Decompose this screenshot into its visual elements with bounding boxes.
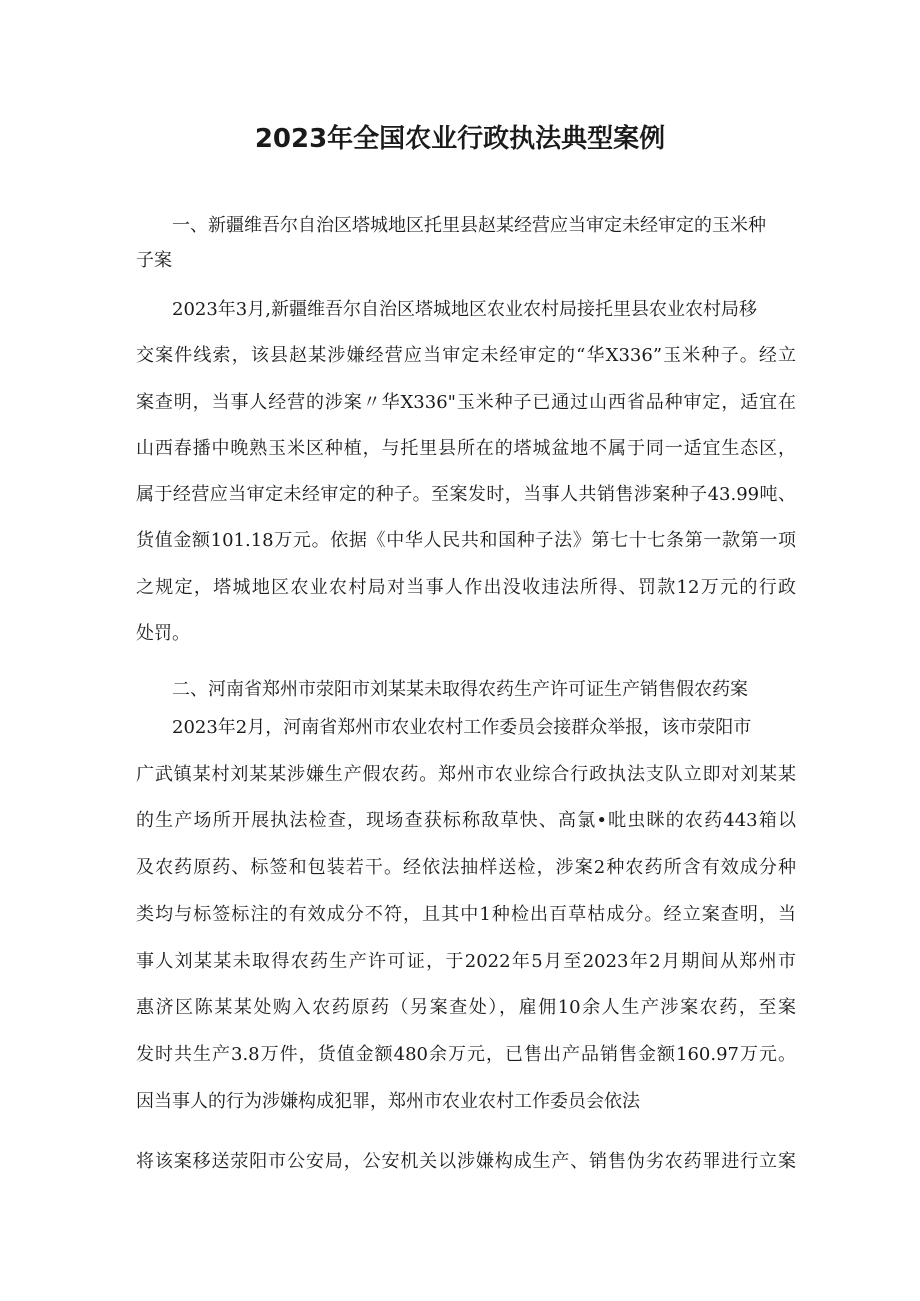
case1-heading-line1: 一、新疆维吾尔自治区塔城地区托里县赵某经营应当审定未经审定的玉米种 <box>172 215 766 236</box>
case2-body-line: 因当事人的行为涉嫌构成犯罪，郑州市农业农村工作委员会依法 <box>136 1091 640 1112</box>
case1-body-line: 交案件线索，该县赵某涉嫌经营应当审定未经审定的“华X336”玉米种子。经立 <box>136 345 796 366</box>
case2-body-line: 事人刘某某未取得农药生产许可证，于2022年5月至2023年2月期间从郑州市 <box>136 951 796 972</box>
case2-body-line: 类均与标签标注的有效成分不符，且其中1种检出百草枯成分。经立案查明，当 <box>136 904 796 925</box>
case1-body-line: 属于经营应当审定未经审定的种子。至案发时，当事人共销售涉案种子43.99吨、 <box>136 484 796 505</box>
case1-body-line: 山西春播中晚熟玉米区种植，与托里县所在的塔城盆地不属于同一适宜生态区， <box>136 438 796 459</box>
case1-body-line: 货值金额101.18万元。依据《中华人民共和国种子法》第七十七条第一款第一项 <box>136 530 796 551</box>
case2-body-line: 广武镇某村刘某某涉嫌生产假农药。郑州市农业综合行政执法支队立即对刘某某 <box>136 764 796 785</box>
document-title: 2023年全国农业行政执法典型案例 <box>254 124 666 154</box>
case2-body-line: 发时共生产3.8万件，货值金额480余万元，已售出产品销售金额160.97万元。 <box>136 1044 796 1065</box>
case1-body-line: 2023年3月,新疆维吾尔自治区塔城地区农业农村局接托里县农业农村局移 <box>172 299 757 320</box>
case2-heading: 二、河南省郑州市荥阳市刘某某未取得农药生产许可证生产销售假农药案 <box>172 679 748 700</box>
case1-heading-line2: 子案 <box>136 250 172 271</box>
case2-body-line: 及农药原药、标签和包装若干。经依法抽样送检，涉案2种农药所含有效成分种 <box>136 857 796 878</box>
case2-body-line: 惠济区陈某某处购入农药原药（另案查处），雇佣10余人生产涉案农药，至案 <box>136 997 796 1018</box>
case1-body-line: 处罚。 <box>136 623 190 644</box>
case1-body-line: 之规定，塔城地区农业农村局对当事人作出没收违法所得、罚款12万元的行政 <box>136 577 796 598</box>
case2-body-line: 的生产场所开展执法检查，现场查获标称敌草快、高氯•吡虫眯的农药443箱以 <box>136 810 796 831</box>
case2-body-line: 将该案移送荥阳市公安局，公安机关以涉嫌构成生产、销售伪劣农药罪进行立案 <box>136 1151 796 1172</box>
case2-body-line: 2023年2月，河南省郑州市农业农村工作委员会接群众举报，该市荥阳市 <box>172 717 752 738</box>
case1-body-line: 案查明，当事人经营的涉案〃华X336"玉米种子已通过山西省品种审定，适宜在 <box>136 392 796 413</box>
